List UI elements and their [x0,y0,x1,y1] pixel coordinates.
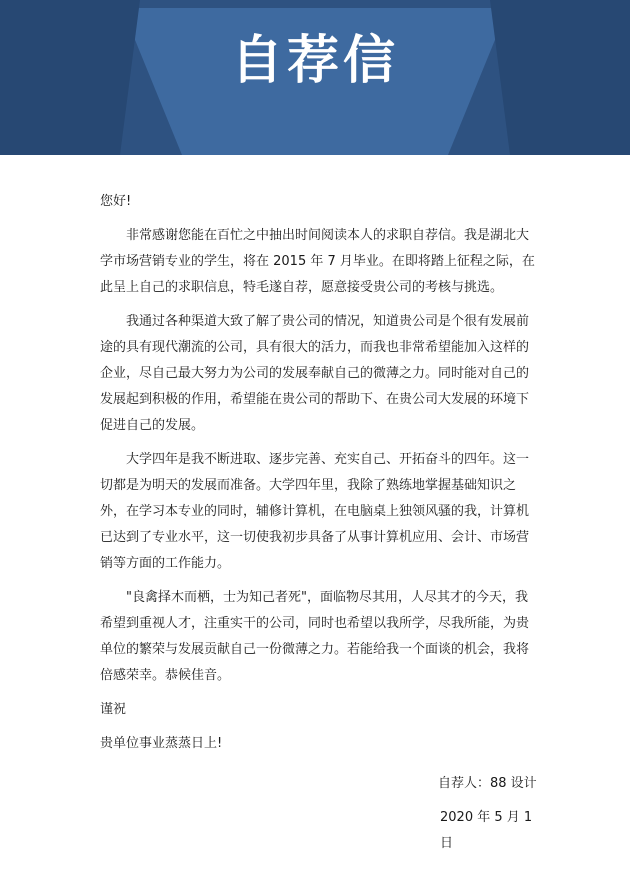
closing: 谨祝 [100,702,127,717]
paragraph-1: 非常感谢您能在百忙之中抽出时间阅读本人的求职自荐信。我是湖北大学市场营销专业的学生，将在 2015 年 7 月毕业。在即将踏上征程之际，在此呈上自己的求职信息，特毛遂自荐，愿意接受贵公司的考核与挑选。 [100,228,535,295]
paragraph-2: 我通过各种渠道大致了解了贵公司的情况，知道贵公司是个很有发展前途的具有现代潮流的公司，具有很大的活力，而我也非常希望能加入这样的企业，尽自己最大努力为公司的发展奉献自己的微薄之力。同时能对自己的发展起到积极的作用，希望能在贵公司的帮助下、在贵公司大发展的环境下促进自己的发展。 [100,314,530,433]
date: 2020 年 5 月 1 日 [440,810,533,851]
paragraph-3: 大学四年是我不断进取、逐步完善、充实自己、开拓奋斗的四年。这一切都是为明天的发展而准备。大学四年里，我除了熟练地掌握基础知识之外，在学习本专业的同时，辅修计算机，在电脑桌上独领风骚的我，计算机已达到了专业水平，这一切使我初步具备了从事计算机应用、会计、市场营销等方面的工作能力。 [100,452,530,571]
header-banner [0,0,630,155]
page-title: 自荐信 [230,31,399,91]
signature: 自荐人：88 设计 [438,776,537,791]
wish: 贵单位事业蒸蒸日上! [100,736,223,751]
letter-body [100,189,540,865]
paragraph-4: "良禽择木而栖，士为知己者死"，面临物尽其用，人尽其才的今天，我希望到重视人才，注重实干的公司，同时也希望以我所学，尽我所能，为贵单位的繁荣与发展贡献自己一份微薄之力。若能给我一个面谈的机会，我将倍感荣幸。恭候佳音。 [100,590,530,683]
greeting: 您好! [100,194,132,209]
